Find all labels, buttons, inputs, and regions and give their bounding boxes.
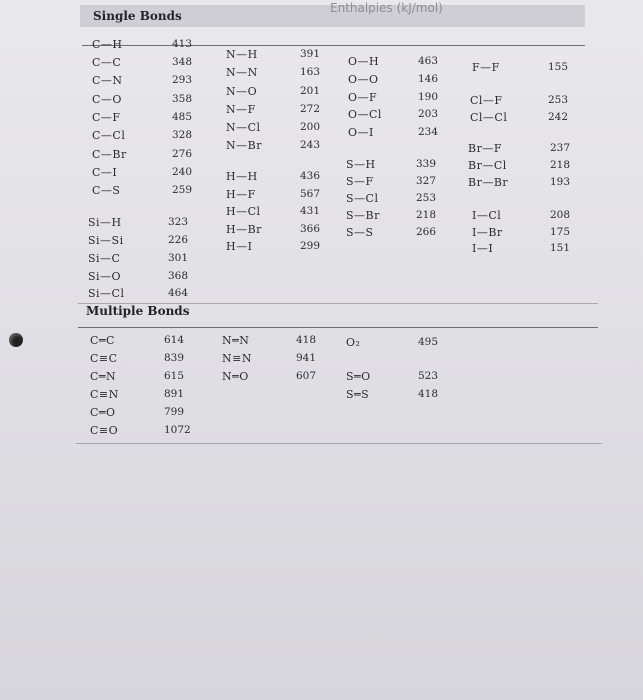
bond-sisi-value: 226 xyxy=(168,234,189,246)
bond-cs-label: C—S xyxy=(92,184,121,197)
bond-ch-label: C—H xyxy=(92,38,123,51)
bond-nbr-value: 243 xyxy=(300,139,321,151)
bond-sh-value: 339 xyxy=(416,158,437,170)
bond-brf-value: 237 xyxy=(550,142,571,154)
bond-nh-value: 391 xyxy=(300,48,321,60)
bond-ch-value: 413 xyxy=(172,38,193,50)
bond-ibr-value: 175 xyxy=(550,226,571,238)
bond-hbr-value: 366 xyxy=(300,223,321,235)
bond-hcl-value: 431 xyxy=(300,205,321,217)
bond-no-value: 201 xyxy=(300,85,321,97)
bond-ncl-label: N—Cl xyxy=(226,121,261,134)
bond-sio-value: 368 xyxy=(168,270,189,282)
bond-brf-label: Br—F xyxy=(468,142,502,155)
bond-hi-value: 299 xyxy=(300,240,321,252)
bond-ccl-value: 328 xyxy=(172,129,193,141)
bond-c2n-value: 615 xyxy=(164,370,185,382)
bond-ci-label: C—I xyxy=(92,166,118,179)
bond-scl-label: S—Cl xyxy=(346,192,379,205)
bond-ii-value: 151 xyxy=(550,242,571,254)
bond-ii-label: I—I xyxy=(472,242,494,255)
bond-ss-value: 266 xyxy=(416,226,437,238)
bond-o2-label: O₂ xyxy=(346,336,361,349)
bond-hh-value: 436 xyxy=(300,170,321,182)
bond-clf-label: Cl—F xyxy=(470,94,503,107)
bond-brcl-label: Br—Cl xyxy=(468,159,507,172)
bond-c3c-label: C≡C xyxy=(90,352,118,365)
bond-ncl-value: 200 xyxy=(300,121,321,133)
bond-cc-value: 348 xyxy=(172,56,193,68)
bond-sf-value: 327 xyxy=(416,175,437,187)
bond-c2n-label: C═N xyxy=(90,370,117,383)
bond-brbr-label: Br—Br xyxy=(468,176,509,189)
bond-ocl-value: 203 xyxy=(418,108,439,120)
bond-c2o-value: 799 xyxy=(164,406,185,418)
bond-cn-value: 293 xyxy=(172,74,193,86)
bond-nh-label: N—H xyxy=(226,48,258,61)
bond-s2s-label: S═S xyxy=(346,388,370,401)
bond-brcl-value: 218 xyxy=(550,159,571,171)
single-bonds-heading: Single Bonds xyxy=(93,9,182,23)
bond-sbr-value: 218 xyxy=(416,209,437,221)
bond-nn-label: N—N xyxy=(226,66,258,79)
bond-c3o-label: C≡O xyxy=(90,424,119,437)
bond-sio-label: Si—O xyxy=(88,270,122,283)
bond-brbr-value: 193 xyxy=(550,176,571,188)
bond-c3n-label: C≡N xyxy=(90,388,119,401)
bond-s2o-label: S═O xyxy=(346,370,371,383)
bond-cc-label: C—C xyxy=(92,56,122,69)
table-bottom-rule xyxy=(76,443,602,444)
bond-clf-value: 253 xyxy=(548,94,569,106)
bond-ci-value: 240 xyxy=(172,166,193,178)
bond-cbr-label: C—Br xyxy=(92,148,127,161)
bond-ccl-label: C—Cl xyxy=(92,129,126,142)
bond-sh-label: S—H xyxy=(346,158,376,171)
bond-icl-label: I—Cl xyxy=(472,209,502,222)
bond-cn-label: C—N xyxy=(92,74,123,87)
bond-cf-value: 485 xyxy=(172,111,193,123)
bond-sih-value: 323 xyxy=(168,216,189,228)
multiple-bonds-rule xyxy=(78,327,598,328)
bond-c3o-value: 1072 xyxy=(164,424,191,436)
bond-c3n-value: 891 xyxy=(164,388,185,400)
bond-ibr-label: I—Br xyxy=(472,226,503,239)
bond-oi-value: 234 xyxy=(418,126,439,138)
bond-n2n-label: N═N xyxy=(222,334,250,347)
bond-cf-label: C—F xyxy=(92,111,121,124)
bond-n3n-value: 941 xyxy=(296,352,317,364)
bond-sbr-label: S—Br xyxy=(346,209,380,222)
bond-co-label: C—O xyxy=(92,93,122,106)
bond-co-value: 358 xyxy=(172,93,193,105)
bond-hcl-label: H—Cl xyxy=(226,205,261,218)
bond-oo-value: 146 xyxy=(418,73,439,85)
bond-clcl-label: Cl—Cl xyxy=(470,111,508,124)
bond-n2o-label: N═O xyxy=(222,370,249,383)
bond-c2c-label: C═C xyxy=(90,334,115,347)
bond-no-label: N—O xyxy=(226,85,258,98)
bond-sicl-value: 464 xyxy=(168,287,189,299)
bond-s2o-value: 523 xyxy=(418,370,439,382)
bond-ocl-label: O—Cl xyxy=(348,108,382,121)
bond-hh-label: H—H xyxy=(226,170,258,183)
bond-icl-value: 208 xyxy=(550,209,571,221)
bond-of-value: 190 xyxy=(418,91,439,103)
bond-hf-label: H—F xyxy=(226,188,256,201)
bond-oh-label: O—H xyxy=(348,55,380,68)
bond-nbr-label: N—Br xyxy=(226,139,262,152)
bond-sih-label: Si—H xyxy=(88,216,122,229)
bond-ff-value: 155 xyxy=(548,61,569,73)
multiple-bonds-heading: Multiple Bonds xyxy=(86,304,190,318)
bond-hi-label: H—I xyxy=(226,240,253,253)
bond-sic-label: Si—C xyxy=(88,252,121,265)
bond-s2s-value: 418 xyxy=(418,388,439,400)
bond-cs-value: 259 xyxy=(172,184,193,196)
bond-scl-value: 253 xyxy=(416,192,437,204)
bond-hbr-label: H—Br xyxy=(226,223,262,236)
bond-of-label: O—F xyxy=(348,91,378,104)
bond-sic-value: 301 xyxy=(168,252,189,264)
bond-nn-value: 163 xyxy=(300,66,321,78)
bond-o2-value: 495 xyxy=(418,336,439,348)
bond-oi-label: O—I xyxy=(348,126,374,139)
bond-c2o-label: C═O xyxy=(90,406,116,419)
bond-n2o-value: 607 xyxy=(296,370,317,382)
bond-sf-label: S—F xyxy=(346,175,374,188)
bond-oo-label: O—O xyxy=(348,73,379,86)
camera-spot xyxy=(9,333,23,347)
bond-n2n-value: 418 xyxy=(296,334,317,346)
bond-clcl-value: 242 xyxy=(548,111,569,123)
single-bonds-rule xyxy=(82,45,585,46)
bond-cbr-value: 276 xyxy=(172,148,193,160)
bond-n3n-label: N≡N xyxy=(222,352,252,365)
bond-ss-label: S—S xyxy=(346,226,374,239)
bond-c3c-value: 839 xyxy=(164,352,185,364)
bond-nf-value: 272 xyxy=(300,103,321,115)
bond-nf-label: N—F xyxy=(226,103,256,116)
bond-oh-value: 463 xyxy=(418,55,439,67)
bond-sisi-label: Si—Si xyxy=(88,234,124,247)
bond-c2c-value: 614 xyxy=(164,334,185,346)
bond-sicl-label: Si—Cl xyxy=(88,287,125,300)
table-title-fragment: Enthalpies (kJ/mol) xyxy=(330,1,443,15)
bond-ff-label: F—F xyxy=(472,61,500,74)
bond-hf-value: 567 xyxy=(300,188,321,200)
